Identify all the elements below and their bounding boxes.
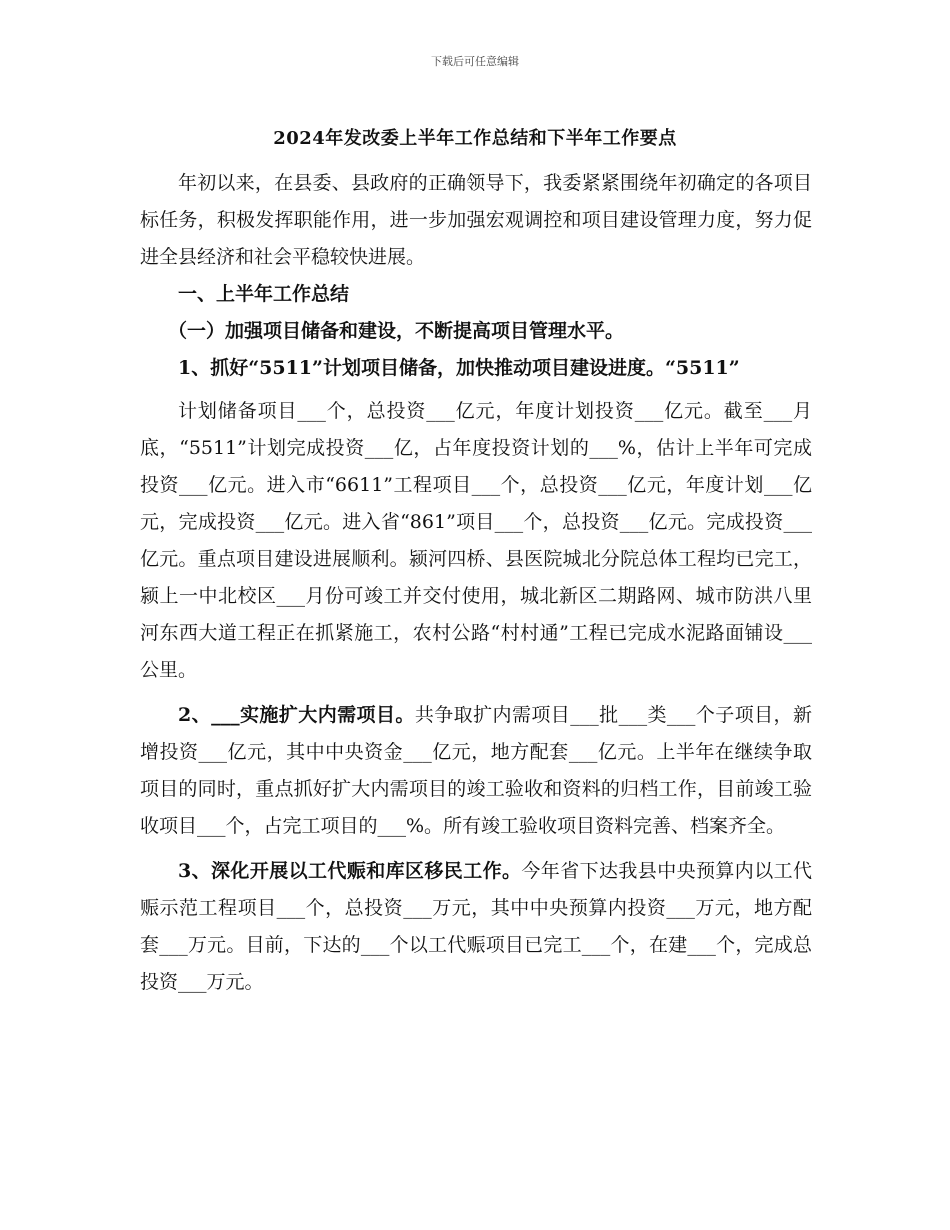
document-body — [140, 165, 812, 1001]
item-heading-2: 2、___实施扩大内需项目。 — [178, 704, 415, 726]
item-body-3: 今年省下达我县中央预算内以工代赈示范工程项目___个，总投资___万元，其中中央预算内投资___万元，地方配套___万元。目前，下达的___个以工代赈项目已完工___个，在建___个，完成总投资___万元。 — [140, 860, 812, 993]
subsection-heading-1: （一）加强项目储备和建设，不断提高项目管理水平。 — [168, 320, 625, 342]
intro-paragraph: 年初以来，在县委、县政府的正确领导下，我委紧紧围绕年初确定的各项目标任务，积极发挥职能作用，进一步加强宏观调控和项目建设管理力度，努力促进全县经济和社会平稳较快进展。 — [140, 172, 812, 268]
item-heading-1: 1、抓好“5511”计划项目储备，加快推动项目建设进度。“5511” — [178, 357, 740, 379]
item-body-2: 共争取扩内需项目___批___类___个子项目，新增投资___亿元，其中中央资金___亿元，地方配套___亿元。上半年在继续争取项目的同时，重点抓好扩大内需项目的竣工验收和资料的归档工作，目前竣工验收项目___个，占完工项目的___%。所有竣工验收项目资料完善、档案齐全。 — [140, 704, 812, 837]
document-title: 2024年发改委上半年工作总结和下半年工作要点 — [273, 128, 677, 149]
item-heading-3: 3、深化开展以工代赈和库区移民工作。 — [178, 860, 522, 882]
section-heading-1: 一、上半年工作总结 — [178, 283, 350, 305]
item-paragraph-2 — [140, 697, 812, 845]
page-header-note: 下载后可任意编辑 — [431, 55, 519, 68]
item-body-1: 计划储备项目___个，总投资___亿元，年度计划投资___亿元。截至___月底，“5511”计划完成投资___亿，占年度投资计划的___%，估计上半年可完成投资___亿元。进入市“6611”工程项目___个，总投资___亿元，年度计划___亿元，完成投资___亿元。进入省“861”项目___个，总投资___亿元。完成投资___亿元。重点项目建设进展顺利。颍河四桥、县医院城北分院总体工程均已完工，颍上一中北校区___月份可竣工并交付使用，城北新区二期路网、城市防洪八里河东西大道工程正在抓紧施工，农村公路“村村通”工程已完成水泥路面铺设___公里。 — [140, 400, 812, 681]
item-paragraph-3 — [140, 853, 812, 1001]
